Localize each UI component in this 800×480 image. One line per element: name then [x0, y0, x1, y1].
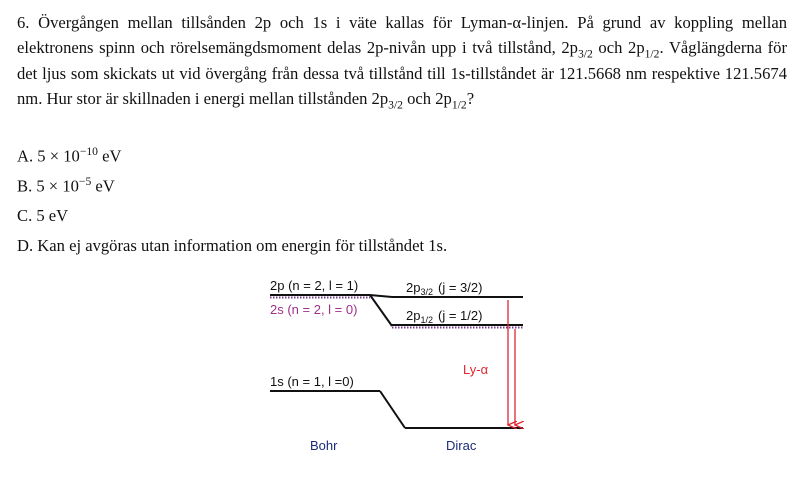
dirac-label: Dirac	[446, 438, 477, 453]
dirac-2p12-main: 2p	[406, 308, 421, 323]
subscript: 1/2	[451, 98, 467, 112]
option-d-text: D. Kan ej avgöras utan information om energin för tillståndet 1s.	[17, 236, 448, 255]
dirac-2p12-label	[406, 308, 482, 325]
dirac-2p32-sub: 3/2	[420, 287, 433, 297]
option-a-suffix: eV	[98, 146, 122, 166]
question-body-4: och 2p	[402, 88, 452, 108]
dirac-2p12-j: (j = 1/2)	[437, 308, 483, 323]
question-number: 6.	[17, 13, 30, 32]
bohr-2s-label: 2s (n = 2, l = 0)	[270, 302, 358, 317]
option-a-prefix: A. 5 × 10	[17, 146, 80, 166]
bohr-2p-label: 2p (n = 2, l = 1)	[270, 278, 359, 293]
question-body-1: Övergången mellan tillsånden 2p och 1s i väte kallas för Lyman-α-linjen. På grund av koppling mellan elektronens spinn och rörelsemängdsmoment delas 2p-nivån upp i två tillstånd, 2p	[17, 13, 787, 58]
connector-2p12	[370, 295, 392, 326]
ly-alpha-label: Ly-α	[463, 362, 489, 377]
option-c-text: C. 5 eV	[17, 206, 69, 225]
question-body-2: och 2p	[592, 38, 645, 58]
option-a-exponent: −10	[79, 145, 98, 158]
option-b-prefix: B. 5 × 10	[17, 176, 79, 196]
subscript: 3/2	[577, 47, 593, 61]
dirac-2p32-j: (j = 3/2)	[437, 280, 483, 295]
question-body-5: ?	[466, 88, 475, 108]
bohr-1s-label: 1s (n = 1, l =0)	[270, 374, 354, 389]
connector-1s	[380, 391, 405, 428]
subscript: 3/2	[388, 98, 403, 112]
question-body-3: . Våglängderna för det ljus som skickats ut vid övergång från dessa två tillstånd till 1s-tillståndet är 121.5668 nm respektive 121.5674 nm. Hur stor är skillnaden i energi mellan tillstånden 2p	[17, 38, 787, 108]
dirac-2p32-label	[406, 280, 482, 297]
dirac-2p12-sub: 1/2	[420, 315, 433, 325]
dirac-2p32-main: 2p	[406, 280, 421, 295]
subscript: 1/2	[644, 47, 660, 61]
connector-2p32	[370, 295, 392, 297]
option-b-exponent: −5	[78, 175, 92, 188]
bohr-label: Bohr	[310, 438, 338, 453]
option-b-suffix: eV	[91, 176, 115, 196]
